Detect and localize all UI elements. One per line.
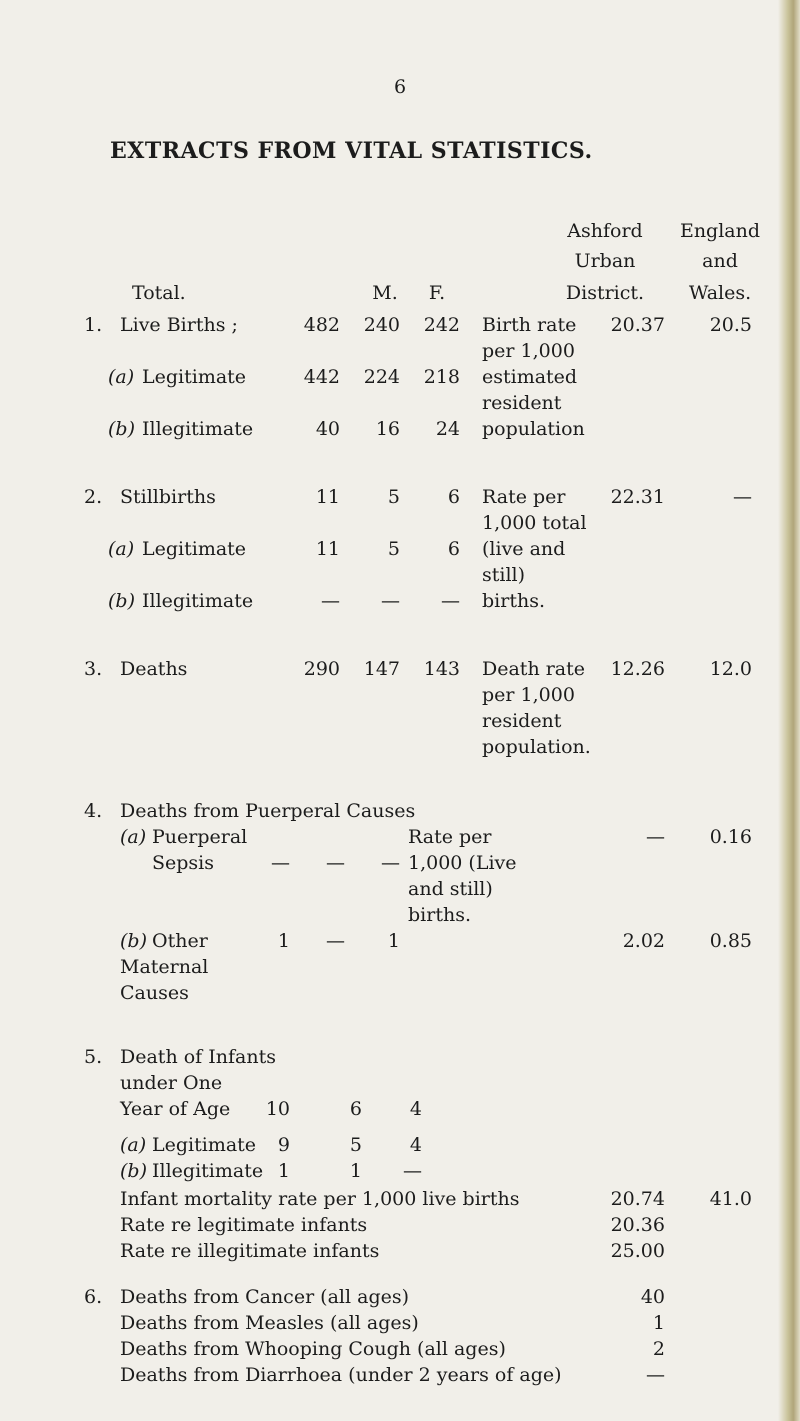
s3-desc-2: per 1,000	[482, 684, 575, 706]
s4b-m: —	[326, 930, 345, 952]
s1b-f: 24	[435, 418, 460, 440]
s5-f: 4	[409, 1098, 422, 1120]
s1-england: 20.5	[709, 314, 752, 336]
s4a-label-2: Sepsis	[152, 852, 215, 874]
s2a-total: 11	[315, 538, 340, 560]
s3-desc-4: population.	[482, 736, 591, 758]
s2-desc-5: births.	[482, 590, 545, 612]
s5-rate-1-label: Infant mortality rate per 1,000 live births	[120, 1188, 520, 1210]
s1b-label: Illegitimate	[142, 418, 254, 440]
s1-desc-2: per 1,000	[482, 340, 575, 362]
s5-m: 6	[349, 1098, 362, 1120]
header-district-line2: Urban	[574, 250, 636, 272]
header-england-line1: England	[679, 220, 761, 242]
s2-desc-3: (live and	[482, 538, 566, 560]
s2-england: —	[733, 486, 752, 508]
s5-rate-3-district: 25.00	[610, 1240, 665, 1262]
s3-england: 12.0	[709, 658, 752, 680]
s2-desc-4: still)	[482, 564, 526, 586]
s1a-tag: (a)	[108, 366, 135, 388]
s1-label: Live Births ;	[120, 314, 238, 336]
s5b-f: —	[403, 1160, 422, 1182]
s2a-f: 6	[447, 538, 460, 560]
s4-desc-1: Rate per	[408, 826, 492, 848]
s5-rate-1-england: 41.0	[709, 1188, 752, 1210]
s5-label-2: under One	[120, 1072, 223, 1094]
s2-label: Stillbirths	[120, 486, 216, 508]
s4a-total: —	[271, 852, 290, 874]
header-england-line2: and	[702, 250, 738, 272]
s1-f: 242	[423, 314, 460, 336]
s4-desc-2: 1,000 (Live	[408, 852, 517, 874]
s1b-tag: (b)	[108, 418, 135, 440]
s3-m: 147	[363, 658, 400, 680]
s6-number: 6.	[84, 1286, 103, 1308]
s5-rate-3-label: Rate re illegitimate infants	[120, 1240, 380, 1262]
s5b-label: Illegitimate	[152, 1160, 264, 1182]
s2-number: 2.	[84, 486, 103, 508]
s5a-m: 5	[349, 1134, 362, 1156]
s1a-m: 224	[363, 366, 400, 388]
s1-desc-1: Birth rate	[482, 314, 577, 336]
s5b-total: 1	[277, 1160, 290, 1182]
header-total: Total.	[132, 282, 186, 304]
s4b-label-1: Other	[152, 930, 208, 952]
s6-row-4-value: —	[646, 1364, 665, 1386]
header-district-line3: District.	[565, 282, 645, 304]
s3-f: 143	[423, 658, 460, 680]
s3-number: 3.	[84, 658, 103, 680]
s4b-f: 1	[387, 930, 400, 952]
s1b-total: 40	[315, 418, 340, 440]
s2b-label: Illegitimate	[142, 590, 254, 612]
s1-desc-5: population	[482, 418, 585, 440]
s2-f: 6	[447, 486, 460, 508]
s4b-total: 1	[277, 930, 290, 952]
s2b-m: —	[381, 590, 400, 612]
s5a-total: 9	[277, 1134, 290, 1156]
s1a-f: 218	[423, 366, 460, 388]
s1-desc-4: resident	[482, 392, 562, 414]
s2b-tag: (b)	[108, 590, 135, 612]
s2-m: 5	[387, 486, 400, 508]
s5-rate-2-district: 20.36	[610, 1214, 665, 1236]
s2-desc-2: 1,000 total	[482, 512, 587, 534]
s2a-tag: (a)	[108, 538, 135, 560]
s1-district: 20.37	[610, 314, 665, 336]
s5b-tag: (b)	[120, 1160, 147, 1182]
s5-label-3: Year of Age	[120, 1098, 231, 1120]
s5a-f: 4	[409, 1134, 422, 1156]
s2b-total: —	[321, 590, 340, 612]
s4-desc-3: and still)	[408, 878, 493, 900]
s2a-m: 5	[387, 538, 400, 560]
s2-total: 11	[315, 486, 340, 508]
s4a-england: 0.16	[709, 826, 752, 848]
s4b-label-2: Maternal	[120, 956, 209, 978]
s3-desc-1: Death rate	[482, 658, 586, 680]
s6-row-4-label: Deaths from Diarrhoea (under 2 years of age)	[120, 1364, 562, 1386]
s4a-district: —	[646, 826, 665, 848]
s4b-label-3: Causes	[120, 982, 189, 1004]
s2a-label: Legitimate	[142, 538, 247, 560]
s6-row-2-label: Deaths from Measles (all ages)	[120, 1312, 419, 1334]
header-england-line3: Wales.	[688, 282, 752, 304]
s3-district: 12.26	[610, 658, 665, 680]
s5-label-1: Death of Infants	[120, 1046, 276, 1068]
s4b-district: 2.02	[622, 930, 665, 952]
s4a-f: —	[381, 852, 400, 874]
s6-row-1-label: Deaths from Cancer (all ages)	[120, 1286, 410, 1308]
s1b-m: 16	[375, 418, 400, 440]
s2-desc-1: Rate per	[482, 486, 566, 508]
s6-row-2-value: 1	[652, 1312, 665, 1334]
s1-total: 482	[303, 314, 340, 336]
s5b-m: 1	[349, 1160, 362, 1182]
s3-total: 290	[303, 658, 340, 680]
s4a-label-1: Puerperal	[152, 826, 248, 848]
s3-label: Deaths	[120, 658, 188, 680]
s6-row-1-value: 40	[640, 1286, 665, 1308]
s4-label: Deaths from Puerperal Causes	[120, 800, 416, 822]
s4b-tag: (b)	[120, 930, 147, 952]
s6-row-3-label: Deaths from Whooping Cough (all ages)	[120, 1338, 506, 1360]
header-district-line1: Ashford	[567, 220, 643, 242]
s6-row-3-value: 2	[652, 1338, 665, 1360]
page-number: 6	[393, 76, 407, 98]
s5-total: 10	[265, 1098, 290, 1120]
s5-rate-1-district: 20.74	[610, 1188, 665, 1210]
s5-number: 5.	[84, 1046, 103, 1068]
page-edge	[778, 0, 800, 1421]
s4b-england: 0.85	[709, 930, 752, 952]
s1-number: 1.	[84, 314, 103, 336]
s1a-total: 442	[303, 366, 340, 388]
s3-desc-3: resident	[482, 710, 562, 732]
s4a-tag: (a)	[120, 826, 147, 848]
header-m: M.	[372, 282, 398, 304]
s2-district: 22.31	[610, 486, 665, 508]
s5a-label: Legitimate	[152, 1134, 257, 1156]
s2b-f: —	[441, 590, 460, 612]
s4-number: 4.	[84, 800, 103, 822]
s5a-tag: (a)	[120, 1134, 147, 1156]
s1a-label: Legitimate	[142, 366, 247, 388]
s1-m: 240	[363, 314, 400, 336]
header-f: F.	[428, 282, 446, 304]
page-title: EXTRACTS FROM VITAL STATISTICS.	[110, 138, 593, 164]
s4a-m: —	[326, 852, 345, 874]
s5-rate-2-label: Rate re legitimate infants	[120, 1214, 368, 1236]
s4-desc-4: births.	[408, 904, 471, 926]
s1-desc-3: estimated	[482, 366, 578, 388]
